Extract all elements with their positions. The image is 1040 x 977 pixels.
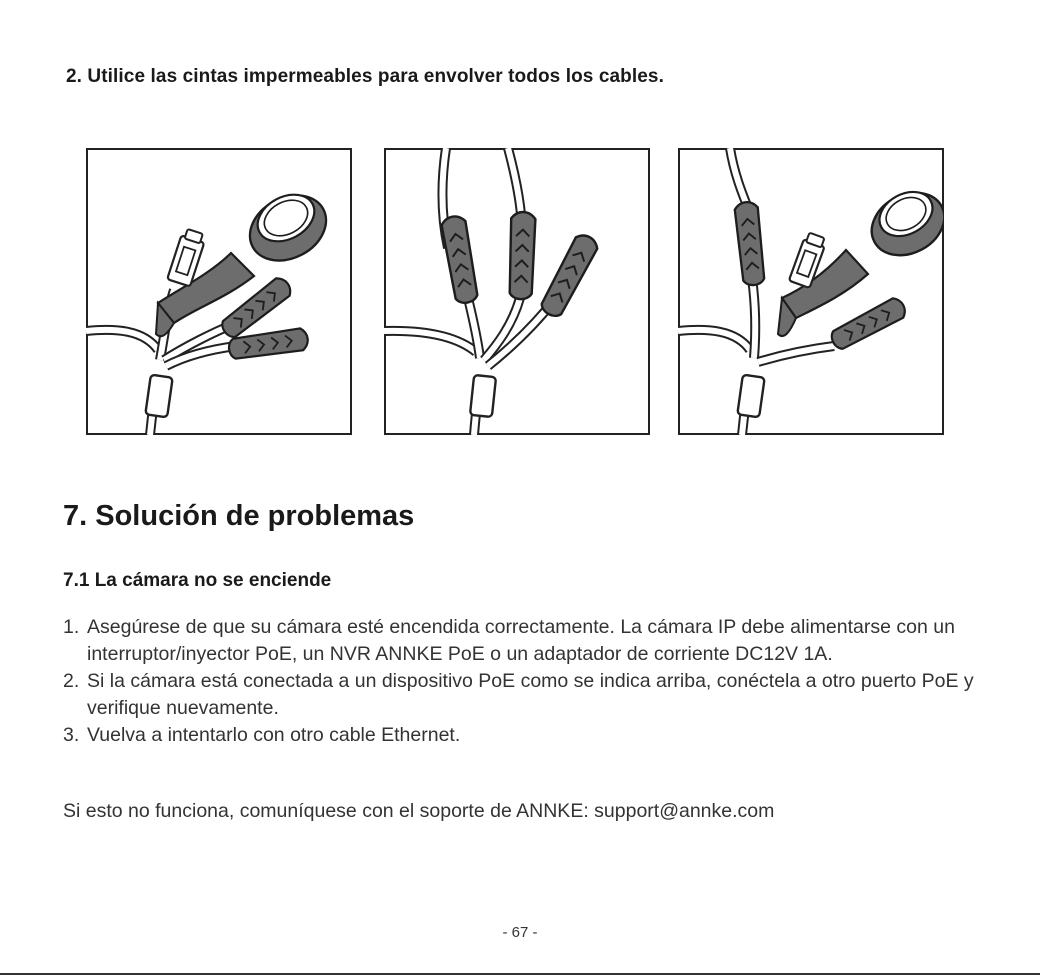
page-number: - 67 -: [502, 924, 538, 941]
figure-tape-final: [678, 148, 955, 435]
list-item-text: Si la cámara está conectada a un dispositivo PoE como se indica arriba, conéctela a otro puerto PoE y verifique nuevamente.: [87, 670, 974, 719]
list-item-number: 2.: [63, 670, 80, 692]
bottom-rule: [0, 973, 1040, 975]
step-title: 2. Utilice las cintas impermeables para envolver todos los cables.: [66, 66, 664, 87]
list-item: [63, 722, 983, 749]
support-contact-text: Si esto no funciona, comuníquese con el soporte de ANNKE: support@annke.com: [63, 800, 775, 822]
list-item: [63, 668, 983, 722]
list-item: [63, 614, 983, 668]
list-item-text: Asegúrese de que su cámara esté encendida correctamente. La cámara IP debe alimentarse con un interruptor/inyector PoE, un NVR ANNKE PoE o un adaptador de corriente DC12V 1A.: [87, 616, 955, 665]
figure-tape-start: [86, 149, 351, 435]
figure-cables-wrapped: [384, 148, 649, 435]
list-item-text: Vuelva a intentarlo con otro cable Ethernet.: [87, 724, 461, 746]
list-item-number: 1.: [63, 616, 80, 638]
troubleshooting-steps: [63, 614, 983, 749]
subsection-title: 7.1 La cámara no se enciende: [63, 570, 332, 591]
section-title: 7. Solución de problemas: [63, 500, 415, 532]
list-item-number: 3.: [63, 724, 80, 746]
